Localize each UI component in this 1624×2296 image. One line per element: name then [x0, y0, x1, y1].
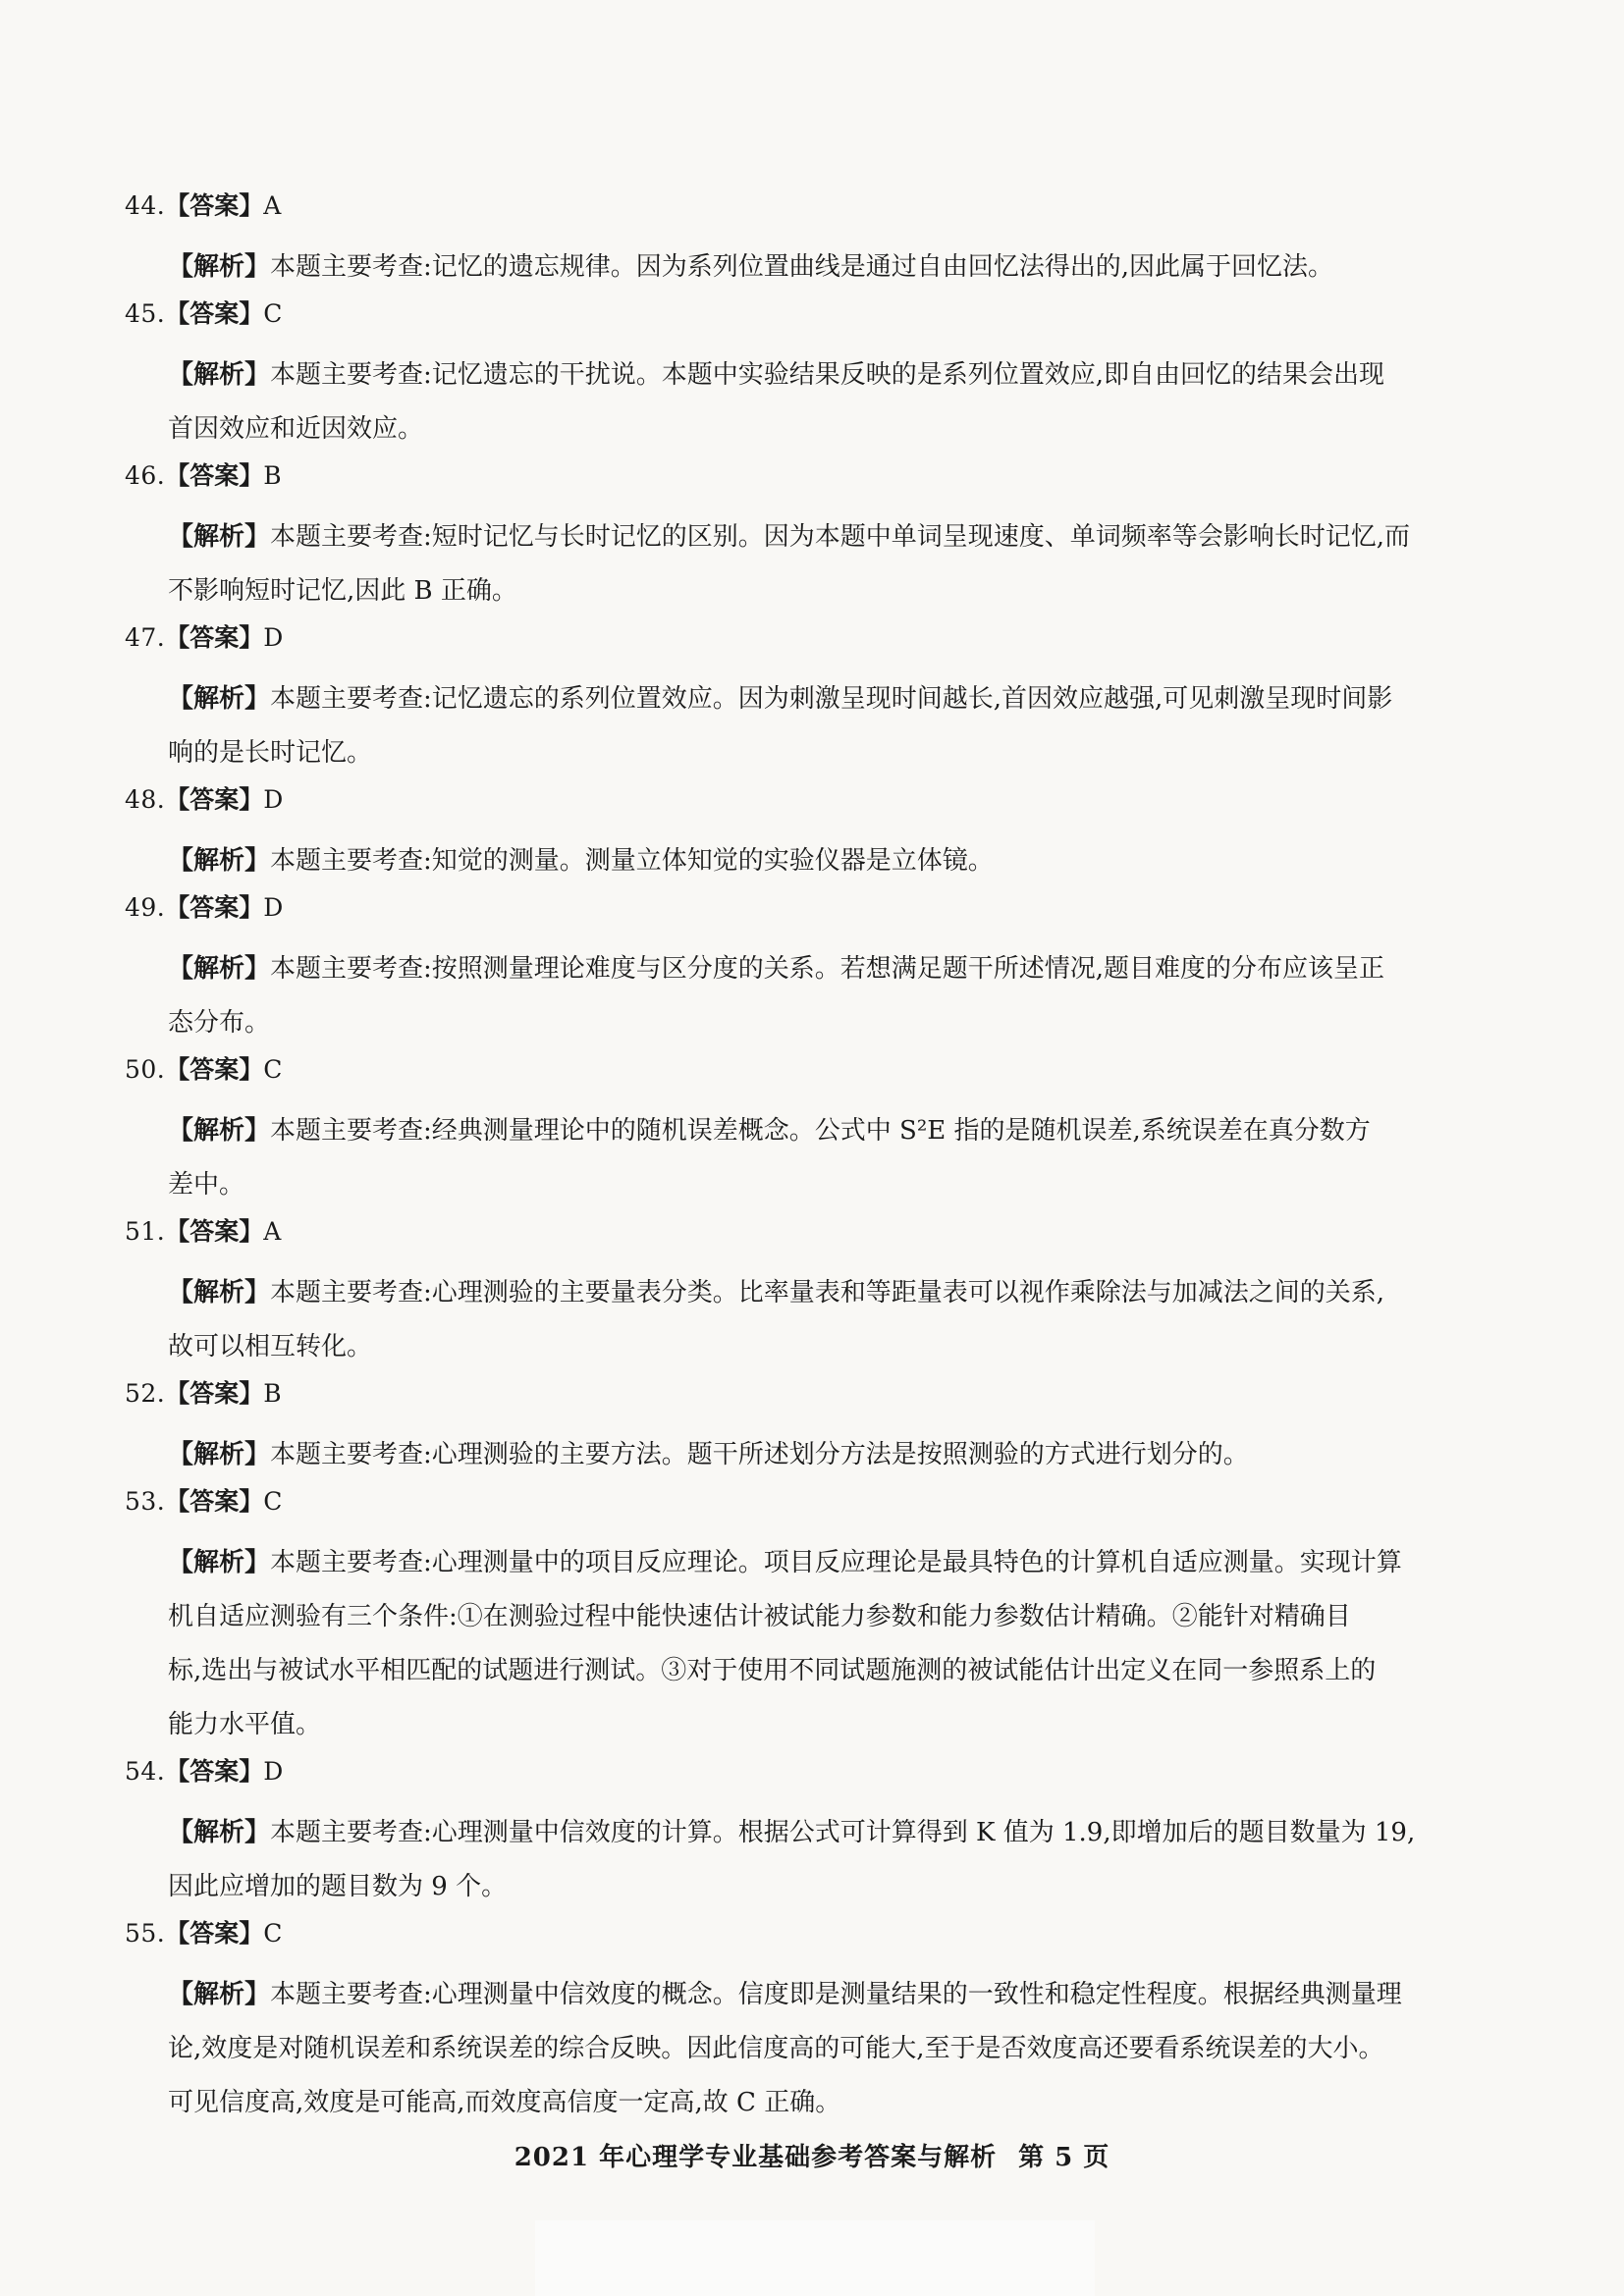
- analysis-tag: 【解析】: [168, 1278, 271, 1308]
- question-number: 53.: [125, 1487, 166, 1516]
- analysis-line: [168, 834, 1489, 888]
- answer-choice: D: [263, 893, 284, 922]
- question-number: 55.: [125, 1919, 166, 1948]
- page-footer: [0, 2137, 1624, 2173]
- question-number: 44.: [125, 191, 166, 220]
- answer-item: [125, 618, 1489, 780]
- answer-line: [125, 780, 1489, 834]
- analysis-line: [168, 1320, 1489, 1374]
- answer-item: [125, 1212, 1489, 1374]
- answer-tag: 【答案】: [165, 785, 264, 814]
- answer-item: [125, 888, 1489, 1050]
- scan-margin: [535, 2220, 1095, 2296]
- answer-line: [125, 187, 1489, 240]
- analysis-text: 本题主要考查:心理测验的主要方法。题干所述划分方法是按照测验的方式进行划分的。: [270, 1440, 1249, 1469]
- analysis-line: [168, 1104, 1489, 1158]
- analysis-text: 本题主要考查:记忆的遗忘规律。因为系列位置曲线是通过自由回忆法得出的,因此属于回忆法。: [270, 252, 1334, 282]
- answer-item: [125, 1914, 1489, 2130]
- analysis-text: 不影响短时记忆,因此 B 正确。: [168, 576, 517, 606]
- analysis-text: 可见信度高,效度是可能高,而效度高信度一定高,故 C 正确。: [168, 2088, 841, 2117]
- analysis-tag: 【解析】: [168, 846, 271, 876]
- analysis-tag: 【解析】: [168, 1548, 271, 1577]
- analysis-block: [125, 1104, 1489, 1212]
- analysis-text: 差中。: [168, 1170, 245, 1200]
- question-number: 49.: [125, 893, 166, 922]
- analysis-tag: 【解析】: [168, 954, 271, 984]
- analysis-line: [168, 1158, 1489, 1212]
- question-number: 54.: [125, 1757, 166, 1786]
- answer-choice: B: [263, 461, 282, 490]
- answer-choice: A: [263, 1217, 282, 1246]
- analysis-line: [168, 1968, 1489, 2022]
- answer-item: [125, 1482, 1489, 1752]
- answer-line: [125, 1050, 1489, 1104]
- answer-choice: C: [263, 1055, 283, 1084]
- analysis-line: [168, 402, 1489, 456]
- answer-line: [125, 888, 1489, 942]
- answer-tag: 【答案】: [165, 1055, 264, 1084]
- analysis-line: [168, 672, 1489, 726]
- question-number: 52.: [125, 1379, 166, 1408]
- answer-item: [125, 294, 1489, 456]
- analysis-tag: 【解析】: [168, 1116, 271, 1146]
- analysis-line: [168, 1698, 1489, 1752]
- question-number: 47.: [125, 623, 166, 652]
- analysis-text: 机自适应测验有三个条件:①在测验过程中能快速估计被试能力参数和能力参数估计精确。②能针对精确目: [168, 1602, 1351, 1631]
- answer-tag: 【答案】: [165, 1919, 264, 1948]
- answer-line: [125, 1914, 1489, 1968]
- analysis-line: [168, 1860, 1489, 1914]
- answer-item: [125, 780, 1489, 888]
- answer-item: [125, 1752, 1489, 1914]
- answer-tag: 【答案】: [165, 191, 264, 220]
- analysis-line: [168, 510, 1489, 564]
- analysis-block: [125, 1968, 1489, 2130]
- answer-list: [125, 187, 1489, 2130]
- analysis-text: 能力水平值。: [168, 1710, 322, 1739]
- answer-tag: 【答案】: [165, 461, 264, 490]
- answer-tag: 【答案】: [165, 623, 264, 652]
- analysis-line: [168, 1536, 1489, 1590]
- answer-line: [125, 294, 1489, 348]
- analysis-text: 本题主要考查:心理测验的主要量表分类。比率量表和等距量表可以视作乘除法与加减法之间的关系,: [270, 1278, 1385, 1308]
- answer-tag: 【答案】: [165, 299, 264, 328]
- answer-item: [125, 187, 1489, 294]
- analysis-tag: 【解析】: [168, 1818, 271, 1847]
- answer-choice: C: [263, 1487, 283, 1516]
- answer-tag: 【答案】: [165, 1757, 264, 1786]
- answer-line: [125, 1482, 1489, 1536]
- analysis-line: [168, 348, 1489, 402]
- analysis-line: [168, 1266, 1489, 1320]
- question-number: 50.: [125, 1055, 166, 1084]
- analysis-line: [168, 1806, 1489, 1860]
- analysis-tag: 【解析】: [168, 1440, 271, 1469]
- answer-item: [125, 1374, 1489, 1482]
- analysis-text: 标,选出与被试水平相匹配的试题进行测试。③对于使用不同试题施测的被试能估计出定义在同一参照系上的: [168, 1656, 1377, 1685]
- analysis-tag: 【解析】: [168, 252, 271, 282]
- analysis-block: [125, 1806, 1489, 1914]
- answer-choice: D: [263, 623, 284, 652]
- answer-tag: 【答案】: [165, 1487, 264, 1516]
- analysis-line: [168, 1428, 1489, 1482]
- analysis-block: [125, 240, 1489, 294]
- analysis-tag: 【解析】: [168, 522, 271, 552]
- analysis-text: 本题主要考查:按照测量理论难度与区分度的关系。若想满足题干所述情况,题目难度的分布应该呈正: [270, 954, 1385, 984]
- answer-line: [125, 618, 1489, 672]
- analysis-line: [168, 1644, 1489, 1698]
- question-number: 46.: [125, 461, 166, 490]
- analysis-text: 论,效度是对随机误差和系统误差的综合反映。因此信度高的可能大,至于是否效度高还要看系统误差的大小。: [168, 2034, 1384, 2063]
- analysis-text: 本题主要考查:经典测量理论中的随机误差概念。公式中 S²E 指的是随机误差,系统误差在真分数方: [270, 1116, 1371, 1146]
- analysis-text: 态分布。: [168, 1008, 271, 1038]
- analysis-block: [125, 942, 1489, 1050]
- analysis-text: 本题主要考查:记忆遗忘的系列位置效应。因为刺激呈现时间越长,首因效应越强,可见刺激呈现时间影: [270, 684, 1393, 714]
- analysis-block: [125, 1266, 1489, 1374]
- answer-choice: B: [263, 1379, 282, 1408]
- analysis-block: [125, 1428, 1489, 1482]
- analysis-tag: 【解析】: [168, 360, 271, 390]
- analysis-text: 本题主要考查:短时记忆与长时记忆的区别。因为本题中单词呈现速度、单词频率等会影响长时记忆,而: [270, 522, 1411, 552]
- answer-line: [125, 456, 1489, 510]
- analysis-block: [125, 1536, 1489, 1752]
- answer-choice: C: [263, 299, 283, 328]
- answer-choice: A: [263, 191, 282, 220]
- analysis-line: [168, 2076, 1489, 2130]
- analysis-line: [168, 726, 1489, 780]
- analysis-text: 故可以相互转化。: [168, 1332, 373, 1362]
- analysis-line: [168, 564, 1489, 618]
- analysis-block: [125, 510, 1489, 618]
- analysis-text: 响的是长时记忆。: [168, 738, 373, 768]
- analysis-text: 本题主要考查:心理测量中信效度的概念。信度即是测量结果的一致性和稳定性程度。根据经典测量理: [270, 1980, 1402, 2009]
- question-number: 48.: [125, 785, 166, 814]
- analysis-text: 本题主要考查:知觉的测量。测量立体知觉的实验仪器是立体镜。: [270, 846, 994, 876]
- analysis-text: 本题主要考查:记忆遗忘的干扰说。本题中实验结果反映的是系列位置效应,即自由回忆的结果会出现: [270, 360, 1385, 390]
- answer-item: [125, 456, 1489, 618]
- analysis-block: [125, 672, 1489, 780]
- analysis-line: [168, 240, 1489, 294]
- analysis-line: [168, 942, 1489, 996]
- answer-tag: 【答案】: [165, 1217, 264, 1246]
- analysis-text: 因此应增加的题目数为 9 个。: [168, 1872, 508, 1901]
- answer-item: [125, 1050, 1489, 1212]
- answer-tag: 【答案】: [165, 1379, 264, 1408]
- question-number: 45.: [125, 299, 166, 328]
- analysis-text: 本题主要考查:心理测量中的项目反应理论。项目反应理论是最具特色的计算机自适应测量。实现计算: [270, 1548, 1402, 1577]
- answer-choice: D: [263, 1757, 284, 1786]
- analysis-line: [168, 996, 1489, 1050]
- question-number: 51.: [125, 1217, 166, 1246]
- answer-line: [125, 1374, 1489, 1428]
- analysis-line: [168, 1590, 1489, 1644]
- answer-choice: D: [263, 785, 284, 814]
- answer-choice: C: [263, 1919, 283, 1948]
- analysis-text: 首因效应和近因效应。: [168, 414, 424, 444]
- answer-line: [125, 1752, 1489, 1806]
- answer-line: [125, 1212, 1489, 1266]
- analysis-tag: 【解析】: [168, 1980, 271, 2009]
- analysis-tag: 【解析】: [168, 684, 271, 714]
- analysis-line: [168, 2022, 1489, 2076]
- page-number: 第 5 页: [1018, 2143, 1110, 2172]
- footer-title: 2021 年心理学专业基础参考答案与解析: [514, 2143, 998, 2172]
- analysis-text: 本题主要考查:心理测量中信效度的计算。根据公式可计算得到 K 值为 1.9,即增加后的题目数量为 19,: [270, 1818, 1416, 1847]
- answer-tag: 【答案】: [165, 893, 264, 922]
- analysis-block: [125, 348, 1489, 456]
- analysis-block: [125, 834, 1489, 888]
